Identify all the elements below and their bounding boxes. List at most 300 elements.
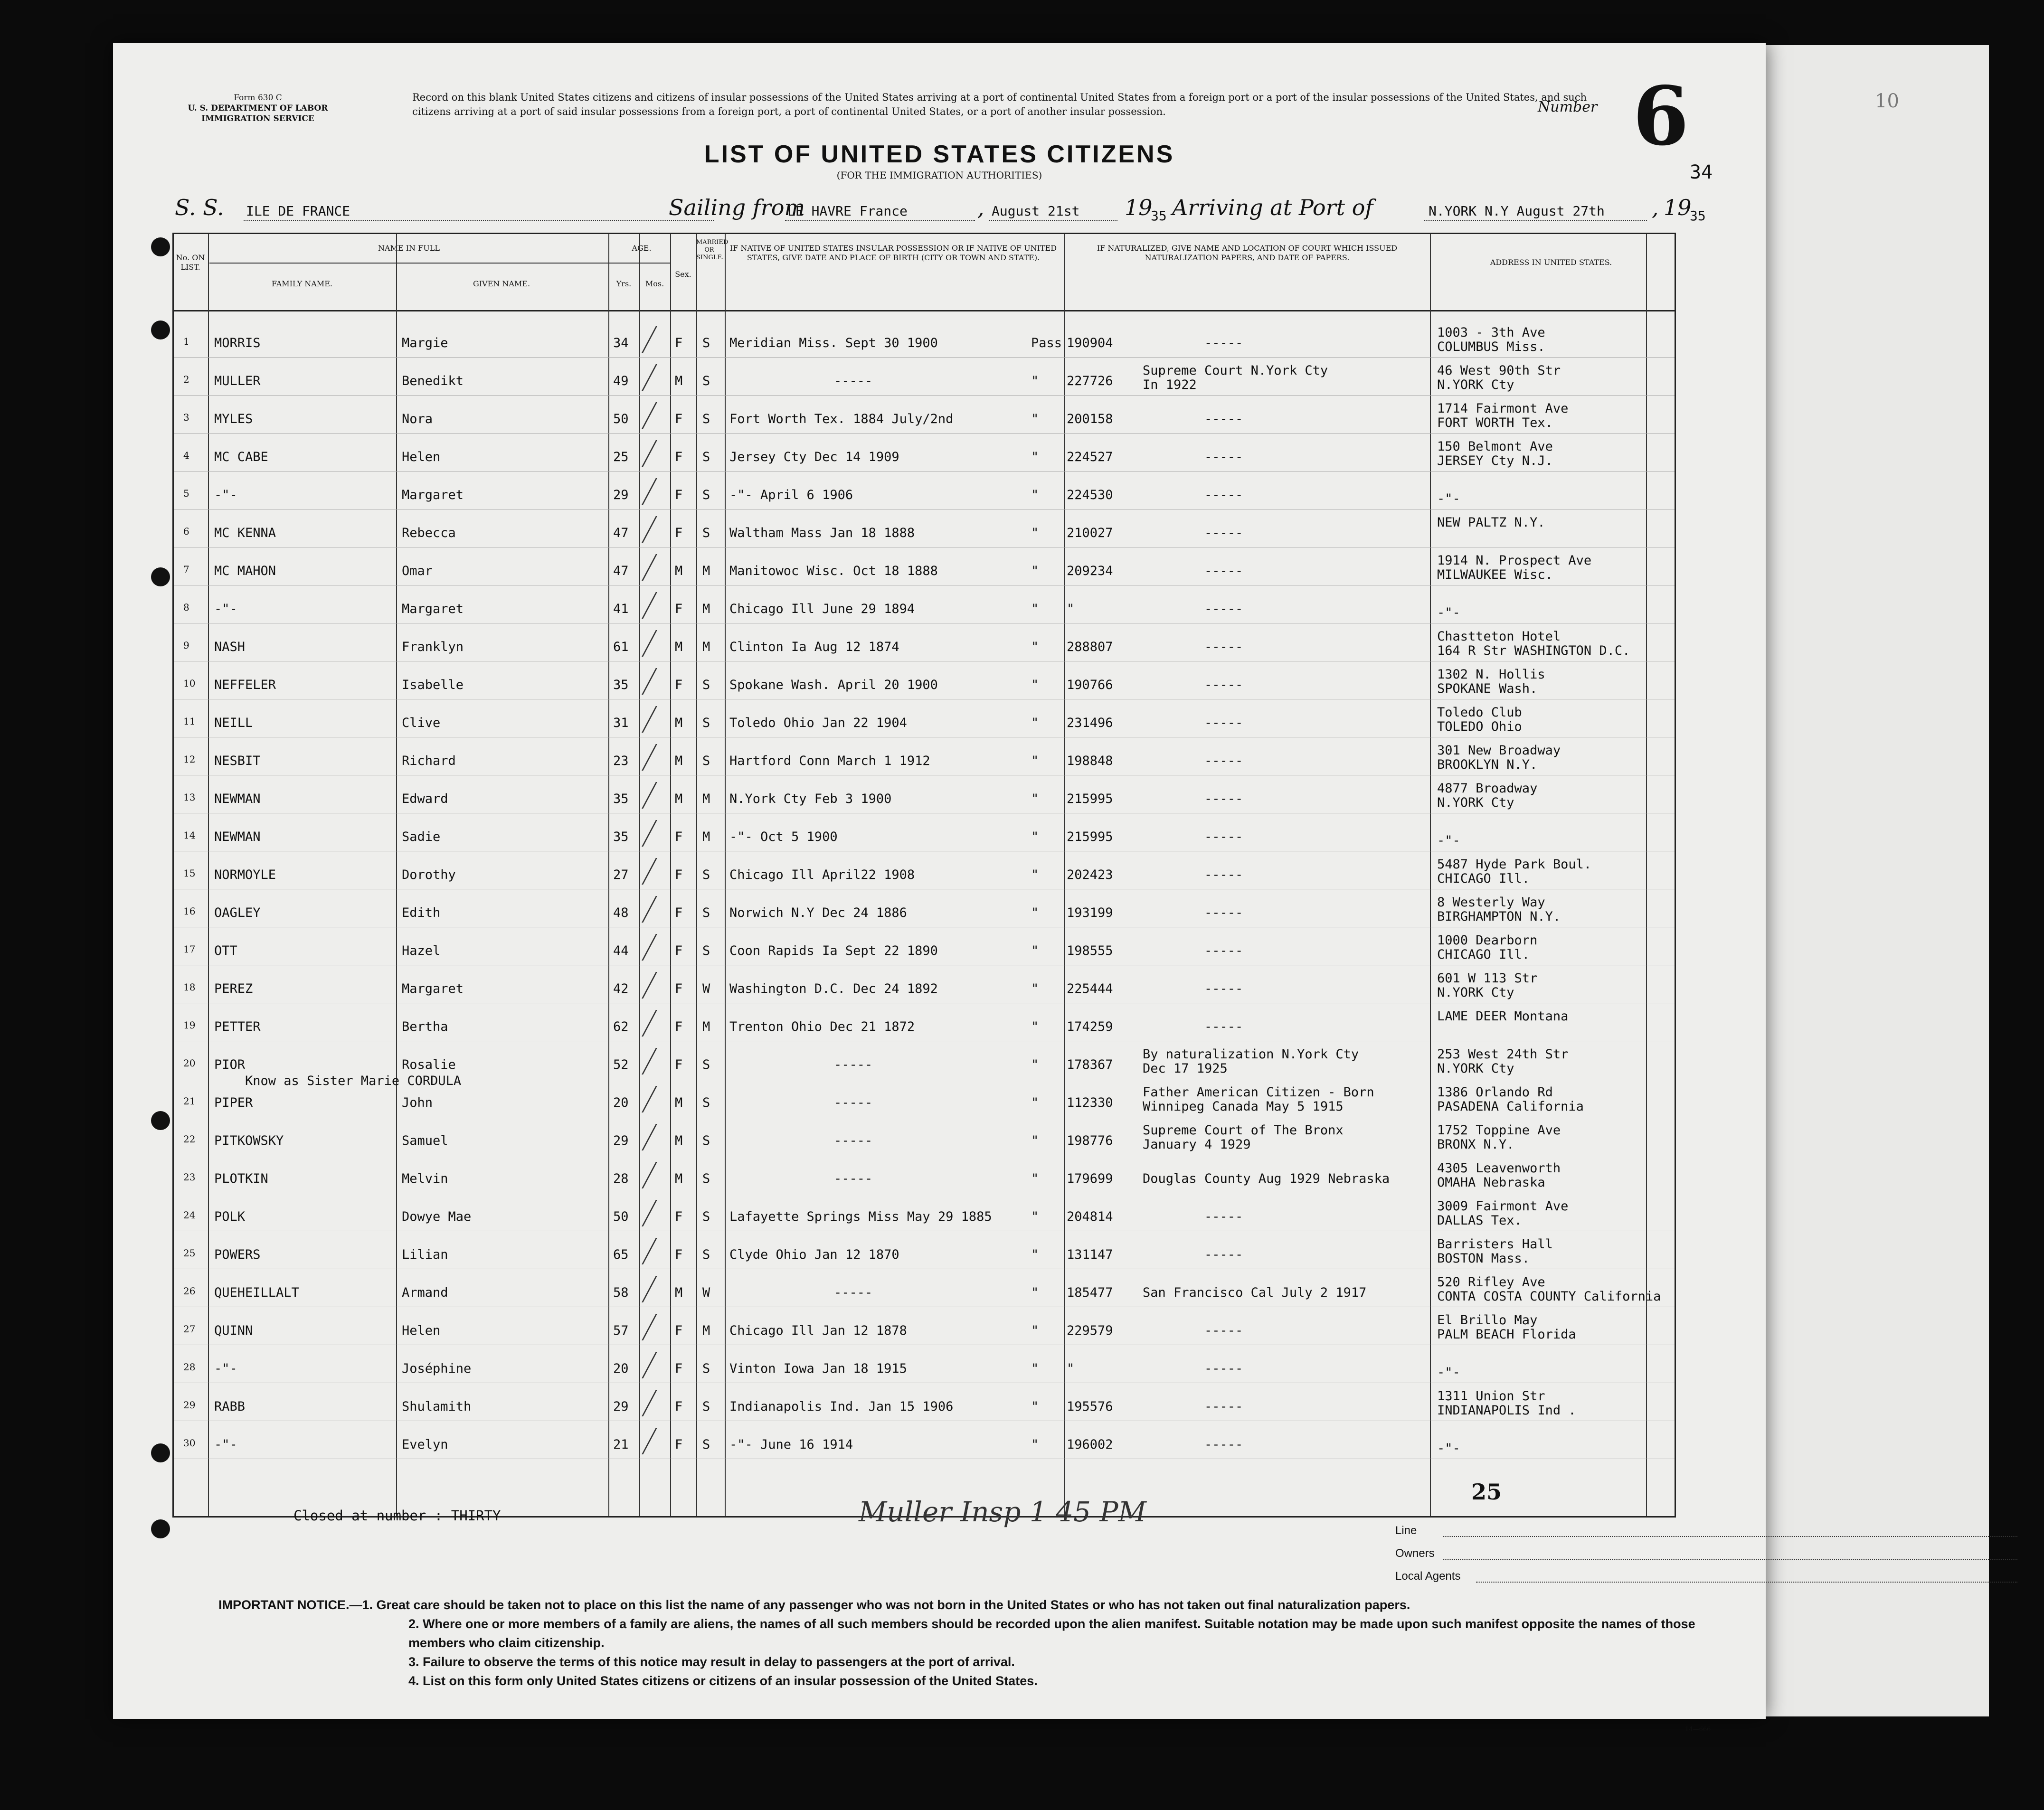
passenger-count-stamp: 25 (1471, 1479, 1502, 1505)
address-line-1: NEW PALTZ N.Y. (1437, 515, 1545, 530)
address-line-2: N.YORK Cty (1437, 985, 1514, 1000)
table-row (174, 585, 1675, 623)
row-number: 28 (183, 1361, 196, 1373)
margin-mark: 10 (1875, 90, 1899, 112)
family-name: MYLES (214, 412, 253, 426)
table-row (174, 1421, 1675, 1459)
sailing-year: 35 (1151, 208, 1167, 224)
sex: F (675, 678, 683, 692)
address-line-2: DALLAS Tex. (1437, 1213, 1522, 1228)
marital-status: S (702, 1171, 710, 1186)
address-line-2: CONTA COSTA COUNTY California (1437, 1289, 1661, 1304)
sex: M (675, 640, 683, 654)
year-prefix-1: 19 (1125, 195, 1153, 220)
table-row (174, 1269, 1675, 1307)
birth-place-date: Clinton Ia Aug 12 1874 (729, 640, 899, 654)
given-name: Margie (402, 336, 448, 350)
naturalization-info: ----- (1204, 981, 1243, 996)
marital-status: S (702, 1133, 710, 1148)
family-name: NESBIT (214, 754, 261, 768)
birth-place-date: ----- (834, 1095, 873, 1110)
family-name: QUINN (214, 1323, 253, 1338)
naturalization-info: Supreme Court N.York Cty (1143, 363, 1328, 378)
marital-status: W (702, 981, 710, 996)
top-notice: Record on this blank United States citizens and citizens of insular possessions of the United States arriving at a port of continental United States from a foreign port or a port of the insular possessions of the United States, and such citizens arriving at a port of said insular possessions from a foreign port, a port of continental United States, or a port of another insular possession. (412, 92, 1587, 117)
birth-place-date: -"- June 16 1914 (729, 1437, 853, 1452)
passport-number: 231496 (1067, 716, 1113, 730)
ss-label: S. S. (175, 195, 224, 220)
marital-status: S (702, 412, 710, 426)
birth-place-date: ----- (834, 1057, 873, 1072)
birth-place-date: Lafayette Springs Miss May 29 1885 (729, 1209, 992, 1224)
sex: F (675, 1437, 683, 1452)
table-row (174, 661, 1675, 699)
birth-place-date: Jersey Cty Dec 14 1909 (729, 450, 899, 464)
birth-place-date: Vinton Iowa Jan 18 1915 (729, 1361, 907, 1376)
age-years: 65 (613, 1247, 629, 1262)
age-years: 20 (613, 1095, 629, 1110)
address-line-1: Toledo Club (1437, 705, 1522, 720)
address-line-2: JERSEY Cty N.J. (1437, 453, 1553, 468)
age-years: 62 (613, 1019, 629, 1034)
passport-number: 225444 (1067, 981, 1113, 996)
passport-number: 198555 (1067, 943, 1113, 958)
birth-place-date: N.York Cty Feb 3 1900 (729, 792, 892, 806)
age-years: 58 (613, 1285, 629, 1300)
marital-status: S (702, 450, 710, 464)
birth-place-date: Hartford Conn March 1 1912 (729, 754, 930, 768)
birth-place-date: Chicago Ill Jan 12 1878 (729, 1323, 907, 1338)
given-name: Isabelle (402, 678, 464, 692)
passport-number: 204814 (1067, 1209, 1113, 1224)
age-years: 50 (613, 412, 629, 426)
birth-place-date: Washington D.C. Dec 24 1892 (729, 981, 938, 996)
passport-number: 196002 (1067, 1437, 1113, 1452)
naturalization-info: ----- (1204, 1247, 1243, 1262)
table-header (174, 234, 1675, 311)
table-row (174, 1079, 1675, 1117)
ditto-mark: " (1031, 716, 1039, 730)
age-years: 47 (613, 564, 629, 578)
ditto-mark: " (1031, 678, 1039, 692)
ditto-mark: " (1031, 1437, 1039, 1452)
ditto-mark: " (1031, 981, 1039, 996)
row-number: 21 (183, 1095, 196, 1107)
given-name: Helen (402, 450, 441, 464)
given-name: Helen (402, 1323, 441, 1338)
family-name: MORRIS (214, 336, 261, 350)
address-line-2: TOLEDO Ohio (1437, 719, 1522, 734)
row-number: 18 (183, 981, 196, 993)
ditto-mark: " (1031, 754, 1039, 768)
marital-status: S (702, 374, 710, 388)
ditto-mark: " (1031, 943, 1039, 958)
sex: F (675, 981, 683, 996)
arrival-year: 35 (1690, 208, 1706, 224)
age-years: 35 (613, 792, 629, 806)
address-line-2: MILWAUKEE Wisc. (1437, 567, 1553, 582)
birth-place-date: Chicago Ill April22 1908 (729, 867, 915, 882)
age-years: 42 (613, 981, 629, 996)
table-row (174, 434, 1675, 471)
row-number: 2 (183, 374, 189, 385)
marital-status: M (702, 640, 710, 654)
address-line-1: 1311 Union Str (1437, 1389, 1545, 1404)
family-name: PETTER (214, 1019, 261, 1034)
passport-number: 198776 (1067, 1133, 1113, 1148)
passport-number: 209234 (1067, 564, 1113, 578)
form-number: Form 630 C (234, 93, 282, 103)
table-row (174, 1155, 1675, 1193)
naturalization-info: ----- (1204, 678, 1243, 692)
row-number: 27 (183, 1323, 196, 1335)
page-title: LIST OF UNITED STATES CITIZENS (704, 141, 1175, 168)
naturalization-info: ----- (1204, 450, 1243, 464)
sex: F (675, 905, 683, 920)
closed-at-number: Closed at number : THIRTY (293, 1508, 501, 1524)
naturalization-info: ----- (1204, 1019, 1243, 1034)
naturalization-info: ----- (1204, 336, 1243, 350)
naturalization-info: ----- (1204, 867, 1243, 882)
table-row (174, 1383, 1675, 1421)
marital-status: M (702, 792, 710, 806)
passport-number: 190904 (1067, 336, 1113, 350)
important-notice (218, 1595, 1729, 1690)
birth-place-date: ----- (834, 1171, 873, 1186)
ditto-mark: " (1031, 1095, 1039, 1110)
birth-place-date: Meridian Miss. Sept 30 1900 (729, 336, 938, 350)
birth-place-date: Coon Rapids Ia Sept 22 1890 (729, 943, 938, 958)
sex: M (675, 1171, 683, 1186)
age-years: 27 (613, 867, 629, 882)
table-row (174, 1231, 1675, 1269)
family-name: PIOR (214, 1057, 246, 1072)
naturalization-info: ----- (1204, 716, 1243, 730)
age-years: 21 (613, 1437, 629, 1452)
address-line-1: 4305 Leavenworth (1437, 1161, 1561, 1176)
given-name: Lilian (402, 1247, 448, 1262)
sex: F (675, 830, 683, 844)
age-years: 50 (613, 1209, 629, 1224)
marital-status: M (702, 602, 710, 616)
given-name: Dorothy (402, 867, 456, 882)
ditto-mark: " (1031, 602, 1039, 616)
family-name: MC KENNA (214, 526, 276, 540)
given-name: Shulamith (402, 1399, 472, 1414)
sex: F (675, 1247, 683, 1262)
ditto-mark: Pass (1031, 336, 1062, 350)
address-line-1: 1386 Orlando Rd (1437, 1085, 1553, 1100)
passport-number: 112330 (1067, 1095, 1113, 1110)
table-row (174, 623, 1675, 661)
naturalization-info: ----- (1204, 1437, 1243, 1452)
address-line-2: N.YORK Cty (1437, 795, 1514, 810)
given-name: Rebecca (402, 526, 456, 540)
header-naturalized: IF NATURALIZED, GIVE NAME AND LOCATION OF COURT WHICH ISSUED NATURALIZATION PAPERS, AND DATE OF PAPERS. (1097, 244, 1398, 262)
notice-item-2: 2. Where one or more members of a family are aliens, the names of all such members should be recorded upon the alien manifest. Suitable notation may be made upon such manifest opposite the names of those members who claim citizenship. (408, 1617, 1695, 1650)
important-notice-heading: IMPORTANT NOTICE. (218, 1598, 350, 1612)
table-row (174, 547, 1675, 585)
birth-place-date: ----- (834, 1285, 873, 1300)
marital-status: M (702, 564, 710, 578)
row-number: 20 (183, 1057, 196, 1069)
row-number: 15 (183, 867, 196, 879)
age-years: 23 (613, 754, 629, 768)
address-line-2: OMAHA Nebraska (1437, 1175, 1545, 1190)
marital-status: S (702, 716, 710, 730)
row-number: 8 (183, 602, 189, 613)
binder-hole (151, 567, 170, 586)
header-native: IF NATIVE OF UNITED STATES INSULAR POSSESSION OR IF NATIVE OF UNITED STATES, GIVE DATE AND PLACE OF BIRTH (CITY OR TOWN AND STATE). (729, 244, 1057, 262)
sex: F (675, 450, 683, 464)
naturalization-info: ----- (1204, 830, 1243, 844)
notice-item-3: 3. Failure to observe the terms of this notice may result in delay to passengers at the port of arrival. (408, 1655, 1015, 1669)
binder-hole (151, 237, 170, 256)
birth-place-date: Waltham Mass Jan 18 1888 (729, 526, 915, 540)
family-name: RABB (214, 1399, 246, 1414)
ditto-mark: " (1031, 1323, 1039, 1338)
passport-number: 227726 (1067, 374, 1113, 388)
table-row (174, 396, 1675, 434)
address-line-1: 520 Rifley Ave (1437, 1275, 1545, 1290)
naturalization-info: ----- (1204, 792, 1243, 806)
row-number: 25 (183, 1247, 196, 1259)
binder-hole (151, 1111, 170, 1130)
table-row (174, 699, 1675, 737)
marital-status: S (702, 867, 710, 882)
address-line-1: LAME DEER Montana (1437, 1009, 1569, 1024)
ditto-mark: " (1031, 1361, 1039, 1376)
ditto-mark: " (1031, 1171, 1039, 1186)
age-years: 41 (613, 602, 629, 616)
naturalization-info: By naturalization N.York Cty (1143, 1047, 1359, 1062)
row-number: 6 (183, 526, 189, 537)
citizens-table (172, 233, 1676, 1518)
table-row (174, 737, 1675, 775)
naturalization-info: ----- (1204, 412, 1243, 426)
family-name: PIPER (214, 1095, 253, 1110)
row-number: 23 (183, 1171, 196, 1183)
header-given-name: GIVEN NAME. (473, 279, 530, 288)
row-number: 9 (183, 640, 189, 651)
passport-number: " (1067, 602, 1075, 616)
sex: F (675, 488, 683, 502)
passport-number: 178367 (1067, 1057, 1113, 1072)
address-line-1: 1914 N. Prospect Ave (1437, 553, 1592, 568)
birth-place-date: Clyde Ohio Jan 12 1870 (729, 1247, 899, 1262)
form-identifier (177, 93, 339, 124)
number-label: Number (1538, 99, 1598, 115)
given-name: Joséphine (402, 1361, 472, 1376)
page-number: 34 (1690, 161, 1713, 183)
sex: F (675, 602, 683, 616)
row-number: 12 (183, 754, 196, 765)
family-name: NORMOYLE (214, 867, 276, 882)
address-line-2: INDIANAPOLIS Ind . (1437, 1403, 1576, 1418)
address-line-1: 1714 Fairmont Ave (1437, 401, 1569, 416)
ditto-mark: " (1031, 1019, 1039, 1034)
naturalization-info: ----- (1204, 564, 1243, 578)
address-line-2: -"- (1437, 1365, 1460, 1380)
row-number: 17 (183, 943, 196, 955)
naturalization-info: San Francisco Cal July 2 1917 (1143, 1285, 1367, 1300)
birth-place-date: Trenton Ohio Dec 21 1872 (729, 1019, 915, 1034)
marital-status: S (702, 1399, 710, 1414)
naturalization-info: ----- (1204, 526, 1243, 540)
ditto-mark: " (1031, 564, 1039, 578)
marital-status: M (702, 1323, 710, 1338)
given-name: Hazel (402, 943, 441, 958)
passport-number: 185477 (1067, 1285, 1113, 1300)
age-years: 44 (613, 943, 629, 958)
address-line-2: CHICAGO Ill. (1437, 947, 1530, 962)
year-prefix-2: 19 (1664, 195, 1692, 220)
sailing-label: Sailing from (669, 195, 805, 220)
sex: F (675, 1399, 683, 1414)
back-page (1766, 45, 1989, 1716)
ditto-mark: " (1031, 450, 1039, 464)
header-family-name: FAMILY NAME. (272, 279, 332, 288)
header-name-in-full: NAME IN FULL (378, 244, 440, 253)
address-line-2: BROOKLYN N.Y. (1437, 757, 1538, 772)
sex: F (675, 1019, 683, 1034)
alias-note: Know as Sister Marie CORDULA (245, 1074, 462, 1088)
sex: M (675, 374, 683, 388)
address-line-1: 5487 Hyde Park Boul. (1437, 857, 1592, 872)
address-line-2: -"- (1437, 491, 1460, 506)
row-number: 30 (183, 1437, 196, 1449)
address-line-1: Chastteton Hotel (1437, 629, 1561, 644)
address-line-2: PALM BEACH Florida (1437, 1327, 1576, 1342)
marital-status: S (702, 1247, 710, 1262)
table-row (174, 509, 1675, 547)
sex: F (675, 867, 683, 882)
marital-status: S (702, 1095, 710, 1110)
family-name: NASH (214, 640, 246, 654)
family-name: NEFFELER (214, 678, 276, 692)
family-name: PITKOWSKY (214, 1133, 284, 1148)
table-row (174, 320, 1675, 358)
birth-place-date: Spokane Wash. April 20 1900 (729, 678, 938, 692)
ditto-mark: " (1031, 1133, 1039, 1148)
address-line-1: 46 West 90th Str (1437, 363, 1561, 378)
given-name: Evelyn (402, 1437, 448, 1452)
marital-status: W (702, 1285, 710, 1300)
arriving-label: Arriving at Port of (1172, 195, 1373, 220)
address-line-2: PASADENA California (1437, 1099, 1584, 1114)
address-line-1: 1000 Dearborn (1437, 933, 1538, 948)
marital-status: S (702, 488, 710, 502)
address-line-1: 4877 Broadway (1437, 781, 1538, 796)
notice-item-1: —1. Great care should be taken not to place on this list the name of any passenger who was not born in the United States or who has not taken out final naturalization papers. (349, 1598, 1410, 1612)
footer-code: 14—666 (1685, 1726, 1711, 1733)
naturalization-info: ----- (1204, 640, 1243, 654)
naturalization-info: ----- (1204, 1399, 1243, 1414)
row-number: 14 (183, 830, 196, 841)
age-years: 34 (613, 336, 629, 350)
family-name: POWERS (214, 1247, 261, 1262)
ditto-mark: " (1031, 830, 1039, 844)
sex: F (675, 943, 683, 958)
birth-place-date: -"- April 6 1906 (729, 488, 853, 502)
naturalization-info: ----- (1204, 754, 1243, 768)
address-line-1: 150 Belmont Ave (1437, 439, 1553, 454)
header-address: ADDRESS IN UNITED STATES. (1490, 258, 1612, 267)
naturalization-info: ----- (1204, 488, 1243, 502)
marital-status: S (702, 943, 710, 958)
marital-status: M (702, 830, 710, 844)
service-name: IMMIGRATION SERVICE (201, 114, 314, 123)
sex: M (675, 792, 683, 806)
passport-number: 202423 (1067, 867, 1113, 882)
header-age: AGE. (632, 244, 652, 253)
naturalization-info: ----- (1204, 1209, 1243, 1224)
row-number: 19 (183, 1019, 196, 1031)
ditto-mark: " (1031, 1209, 1039, 1224)
address-line-1: 8 Westerly Way (1437, 895, 1545, 910)
given-name: Bertha (402, 1019, 448, 1034)
address-line-1: Barristers Hall (1437, 1237, 1553, 1252)
marital-status: S (702, 754, 710, 768)
given-name: Margaret (402, 488, 464, 502)
birth-place-date: Chicago Ill June 29 1894 (729, 602, 915, 616)
address-line-1: 601 W 113 Str (1437, 971, 1538, 986)
ditto-mark: " (1031, 867, 1039, 882)
birth-place-date: Toledo Ohio Jan 22 1904 (729, 716, 907, 730)
marital-status: S (702, 905, 710, 920)
list-number: 6 (1633, 69, 1689, 164)
row-number: 24 (183, 1209, 196, 1221)
ditto-mark: " (1031, 1399, 1039, 1414)
binder-hole (151, 321, 170, 339)
naturalization-info: Supreme Court of The Bronx (1143, 1123, 1344, 1138)
ditto-mark: " (1031, 1285, 1039, 1300)
birth-place-date: ----- (834, 1133, 873, 1148)
table-row (174, 927, 1675, 965)
family-name: POLK (214, 1209, 246, 1224)
given-name: John (402, 1095, 433, 1110)
given-name: Edward (402, 792, 448, 806)
ditto-mark: " (1031, 640, 1039, 654)
naturalization-info: ----- (1204, 602, 1243, 616)
sex: M (675, 716, 683, 730)
naturalization-info: ----- (1204, 1323, 1243, 1338)
passport-number: 210027 (1067, 526, 1113, 540)
address-line-2: CHICAGO Ill. (1437, 871, 1530, 886)
given-name: Rosalie (402, 1057, 456, 1072)
sex: F (675, 412, 683, 426)
row-number: 1 (183, 336, 189, 347)
marital-status: S (702, 1437, 710, 1452)
family-name: MC MAHON (214, 564, 276, 578)
age-years: 35 (613, 830, 629, 844)
table-row (174, 1307, 1675, 1345)
age-years: 61 (613, 640, 629, 654)
sex: F (675, 1057, 683, 1072)
row-number: 11 (183, 716, 196, 727)
row-number: 5 (183, 488, 189, 499)
family-name: -"- (214, 1361, 237, 1376)
sex: M (675, 754, 683, 768)
address-line-2: -"- (1437, 605, 1460, 620)
table-row (174, 358, 1675, 396)
address-line-1: 253 West 24th Str (1437, 1047, 1569, 1062)
birth-place-date: Manitowoc Wisc. Oct 18 1888 (729, 564, 938, 578)
local-agents-label: Local Agents (1395, 1570, 1461, 1583)
address-line-1: 301 New Broadway (1437, 743, 1561, 758)
given-name: Melvin (402, 1171, 448, 1186)
birth-place-date: Fort Worth Tex. 1884 July/2nd (729, 412, 954, 426)
